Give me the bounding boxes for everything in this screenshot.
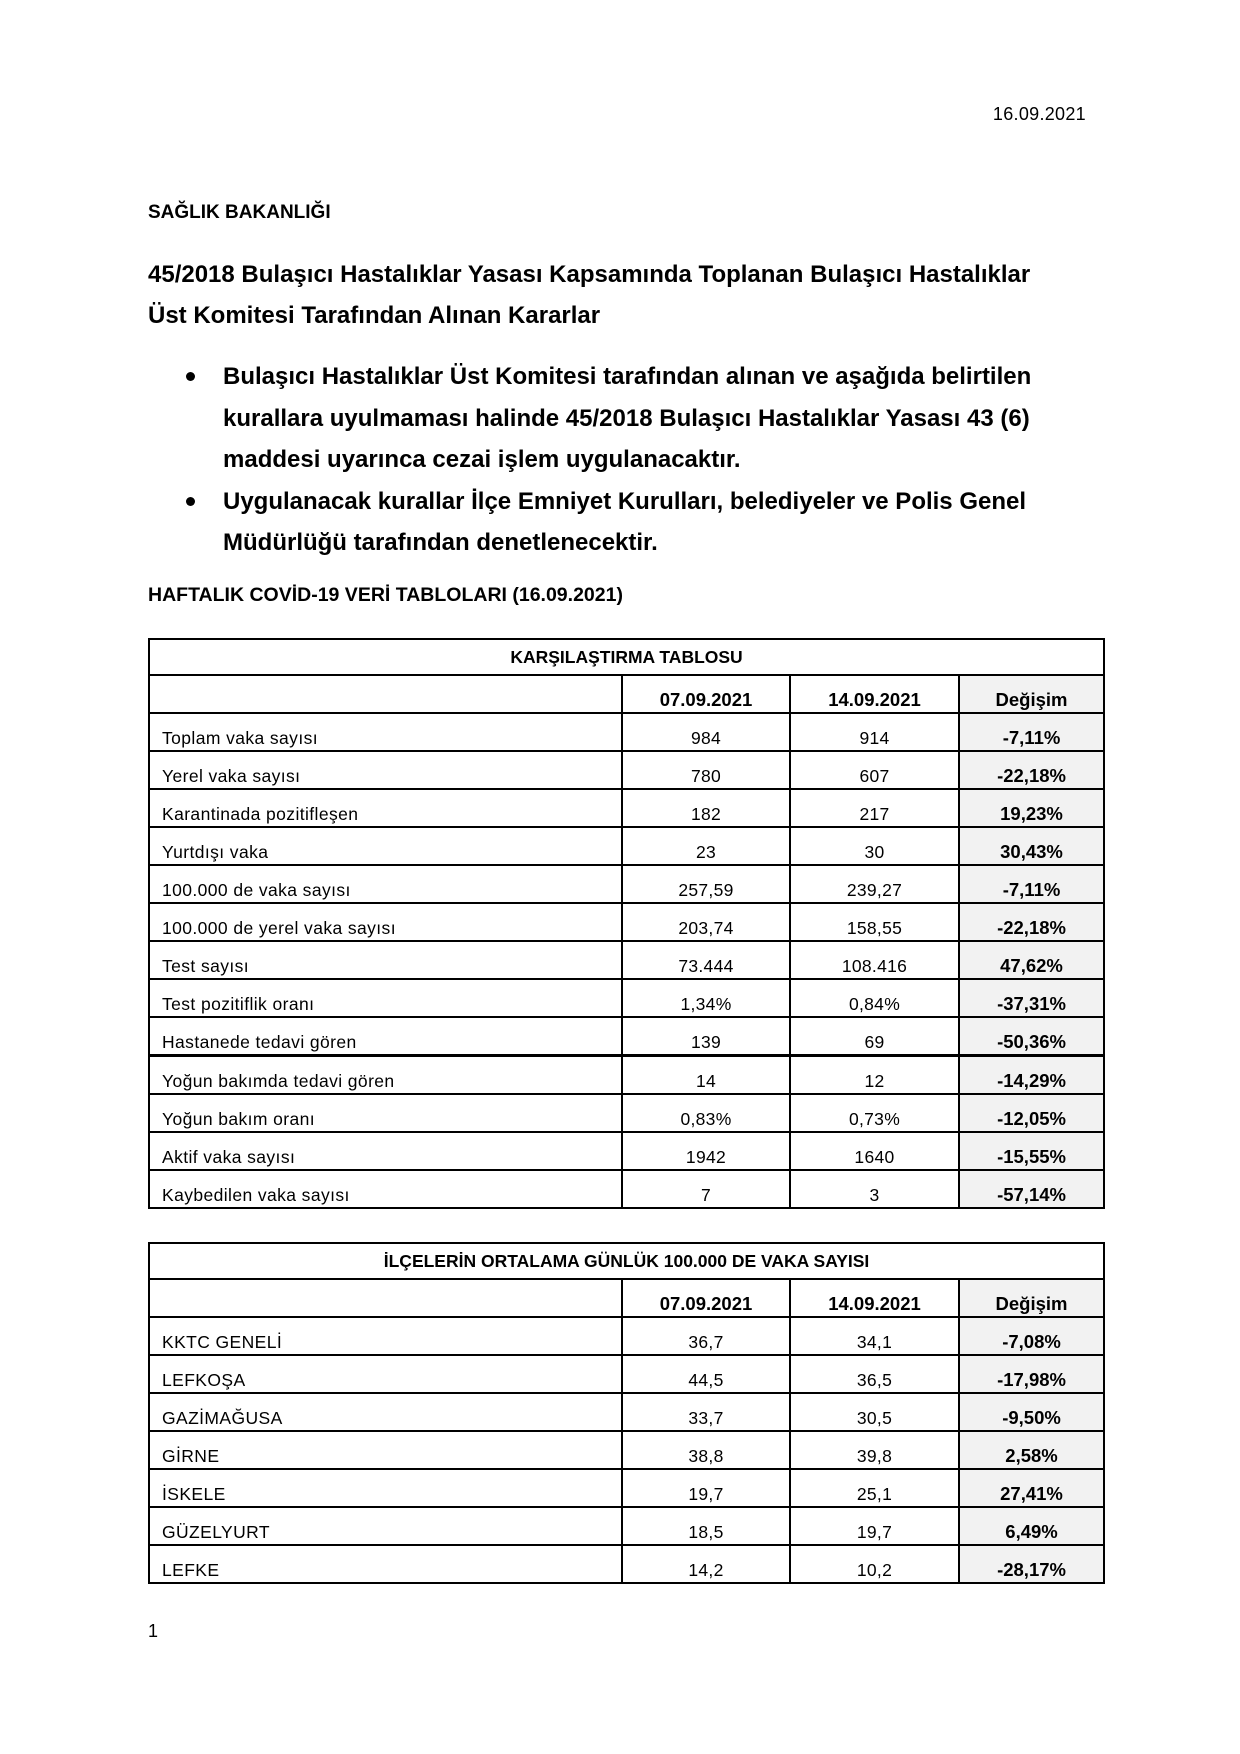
column-header-change: Değişim — [959, 1279, 1104, 1317]
value-date-1: 257,59 — [622, 865, 790, 903]
value-date-1: 182 — [622, 789, 790, 827]
value-date-2: 30 — [790, 827, 959, 865]
value-date-1: 23 — [622, 827, 790, 865]
table-caption: İLÇELERİN ORTALAMA GÜNLÜK 100.000 DE VAKA SAYISI — [149, 1243, 1104, 1279]
value-date-2: 217 — [790, 789, 959, 827]
table-row — [149, 979, 1104, 1017]
ministry-name: SAĞLIK BAKANLIĞI — [148, 202, 331, 223]
value-date-2: 25,1 — [790, 1469, 959, 1507]
document-title — [148, 254, 1108, 336]
table-header-row — [149, 1279, 1104, 1317]
table-row — [149, 1132, 1104, 1170]
row-label: GAZİMAĞUSA — [149, 1393, 622, 1431]
table-row — [149, 789, 1104, 827]
change-percent: 6,49% — [959, 1507, 1104, 1545]
table-row — [149, 1094, 1104, 1132]
bullet-dot-icon — [186, 372, 195, 381]
change-percent: -28,17% — [959, 1545, 1104, 1583]
change-percent: 47,62% — [959, 941, 1104, 979]
value-date-2: 36,5 — [790, 1355, 959, 1393]
bullet-text: Uygulanacak kurallar İlçe Emniyet Kurulları, belediyeler ve Polis Genel Müdürlüğü tarafından denetlenecektir. — [223, 487, 1027, 556]
column-header-label — [149, 1279, 622, 1317]
change-percent: -15,55% — [959, 1132, 1104, 1170]
row-label: Yoğun bakım oranı — [149, 1094, 622, 1132]
column-header-date-1: 07.09.2021 — [622, 675, 790, 713]
value-date-2: 12 — [790, 1056, 959, 1095]
value-date-2: 158,55 — [790, 903, 959, 941]
value-date-2: 30,5 — [790, 1393, 959, 1431]
table-row — [149, 1431, 1104, 1469]
value-date-1: 14,2 — [622, 1545, 790, 1583]
value-date-1: 19,7 — [622, 1469, 790, 1507]
bullet-dot-icon — [186, 497, 195, 506]
change-percent: -7,11% — [959, 713, 1104, 751]
change-percent: -50,36% — [959, 1017, 1104, 1056]
table-row — [149, 1355, 1104, 1393]
change-percent: 27,41% — [959, 1469, 1104, 1507]
value-date-2: 914 — [790, 713, 959, 751]
change-percent: 19,23% — [959, 789, 1104, 827]
row-label: Hastanede tedavi gören — [149, 1017, 622, 1056]
column-header-change: Değişim — [959, 675, 1104, 713]
value-date-1: 14 — [622, 1056, 790, 1095]
value-date-2: 39,8 — [790, 1431, 959, 1469]
change-percent: -37,31% — [959, 979, 1104, 1017]
title-line-2: Üst Komitesi Tarafından Alınan Kararlar — [148, 302, 601, 329]
value-date-1: 38,8 — [622, 1431, 790, 1469]
document-date: 16.09.2021 — [992, 104, 1086, 124]
value-date-1: 73.444 — [622, 941, 790, 979]
table-row — [149, 751, 1104, 789]
change-percent: -17,98% — [959, 1355, 1104, 1393]
value-date-2: 1640 — [790, 1132, 959, 1170]
row-label: LEFKE — [149, 1545, 622, 1583]
value-date-1: 984 — [622, 713, 790, 751]
table-row — [149, 1056, 1104, 1095]
change-percent: 30,43% — [959, 827, 1104, 865]
value-date-2: 108.416 — [790, 941, 959, 979]
value-date-1: 18,5 — [622, 1507, 790, 1545]
value-date-1: 33,7 — [622, 1393, 790, 1431]
value-date-1: 1,34% — [622, 979, 790, 1017]
value-date-1: 0,83% — [622, 1094, 790, 1132]
change-percent: 2,58% — [959, 1431, 1104, 1469]
value-date-2: 0,73% — [790, 1094, 959, 1132]
table-row — [149, 1017, 1104, 1056]
table-row — [149, 865, 1104, 903]
district-table — [148, 1242, 1105, 1584]
value-date-2: 3 — [790, 1170, 959, 1208]
bullet-item — [148, 481, 1108, 564]
value-date-1: 7 — [622, 1170, 790, 1208]
row-label: Yoğun bakımda tedavi gören — [149, 1056, 622, 1095]
row-label: İSKELE — [149, 1469, 622, 1507]
row-label: LEFKOŞA — [149, 1355, 622, 1393]
value-date-1: 139 — [622, 1017, 790, 1056]
row-label: Kaybedilen vaka sayısı — [149, 1170, 622, 1208]
row-label: Aktif vaka sayısı — [149, 1132, 622, 1170]
change-percent: -9,50% — [959, 1393, 1104, 1431]
section-heading: HAFTALIK COVİD-19 VERİ TABLOLARI (16.09.2021) — [148, 584, 623, 606]
value-date-2: 69 — [790, 1017, 959, 1056]
table-row — [149, 1317, 1104, 1355]
row-label: 100.000 de vaka sayısı — [149, 865, 622, 903]
table-row — [149, 1393, 1104, 1431]
table-header-row — [149, 675, 1104, 713]
row-label: Toplam vaka sayısı — [149, 713, 622, 751]
table-row — [149, 941, 1104, 979]
table-caption-row — [149, 1243, 1104, 1279]
value-date-1: 780 — [622, 751, 790, 789]
value-date-2: 239,27 — [790, 865, 959, 903]
table-row — [149, 1170, 1104, 1208]
change-percent: -57,14% — [959, 1170, 1104, 1208]
row-label: KKTC GENELİ — [149, 1317, 622, 1355]
column-header-date-2: 14.09.2021 — [790, 1279, 959, 1317]
decision-bullet-list — [148, 356, 1108, 564]
value-date-2: 19,7 — [790, 1507, 959, 1545]
table-caption-row — [149, 639, 1104, 675]
comparison-table — [148, 638, 1105, 1209]
value-date-1: 44,5 — [622, 1355, 790, 1393]
table-row — [149, 1507, 1104, 1545]
row-label: Yurtdışı vaka — [149, 827, 622, 865]
value-date-2: 0,84% — [790, 979, 959, 1017]
change-percent: -22,18% — [959, 903, 1104, 941]
bullet-text: Bulaşıcı Hastalıklar Üst Komitesi tarafından alınan ve aşağıda belirtilen kurallara uyulmaması halinde 45/2018 Bulaşıcı Hastalıklar Yasası 43 (6) maddesi uyarınca cezai işlem uygulanacaktır. — [223, 363, 1032, 473]
value-date-2: 607 — [790, 751, 959, 789]
change-percent: -7,08% — [959, 1317, 1104, 1355]
row-label: GİRNE — [149, 1431, 622, 1469]
column-header-date-1: 07.09.2021 — [622, 1279, 790, 1317]
title-line-1: 45/2018 Bulaşıcı Hastalıklar Yasası Kapsamında Toplanan Bulaşıcı Hastalıklar — [148, 261, 1031, 288]
table-row — [149, 827, 1104, 865]
page-number: 1 — [148, 1621, 159, 1641]
value-date-2: 34,1 — [790, 1317, 959, 1355]
column-header-label — [149, 675, 622, 713]
table-row — [149, 1469, 1104, 1507]
bullet-item — [148, 356, 1108, 481]
value-date-2: 10,2 — [790, 1545, 959, 1583]
row-label: Test sayısı — [149, 941, 622, 979]
row-label: Test pozitiflik oranı — [149, 979, 622, 1017]
change-percent: -12,05% — [959, 1094, 1104, 1132]
table-caption: KARŞILAŞTIRMA TABLOSU — [149, 639, 1104, 675]
table-row — [149, 1545, 1104, 1583]
value-date-1: 1942 — [622, 1132, 790, 1170]
row-label: GÜZELYURT — [149, 1507, 622, 1545]
table-row — [149, 903, 1104, 941]
column-header-date-2: 14.09.2021 — [790, 675, 959, 713]
value-date-1: 36,7 — [622, 1317, 790, 1355]
row-label: Karantinada pozitifleşen — [149, 789, 622, 827]
change-percent: -14,29% — [959, 1056, 1104, 1095]
change-percent: -22,18% — [959, 751, 1104, 789]
value-date-1: 203,74 — [622, 903, 790, 941]
row-label: Yerel vaka sayısı — [149, 751, 622, 789]
table-row — [149, 713, 1104, 751]
row-label: 100.000 de yerel vaka sayısı — [149, 903, 622, 941]
change-percent: -7,11% — [959, 865, 1104, 903]
